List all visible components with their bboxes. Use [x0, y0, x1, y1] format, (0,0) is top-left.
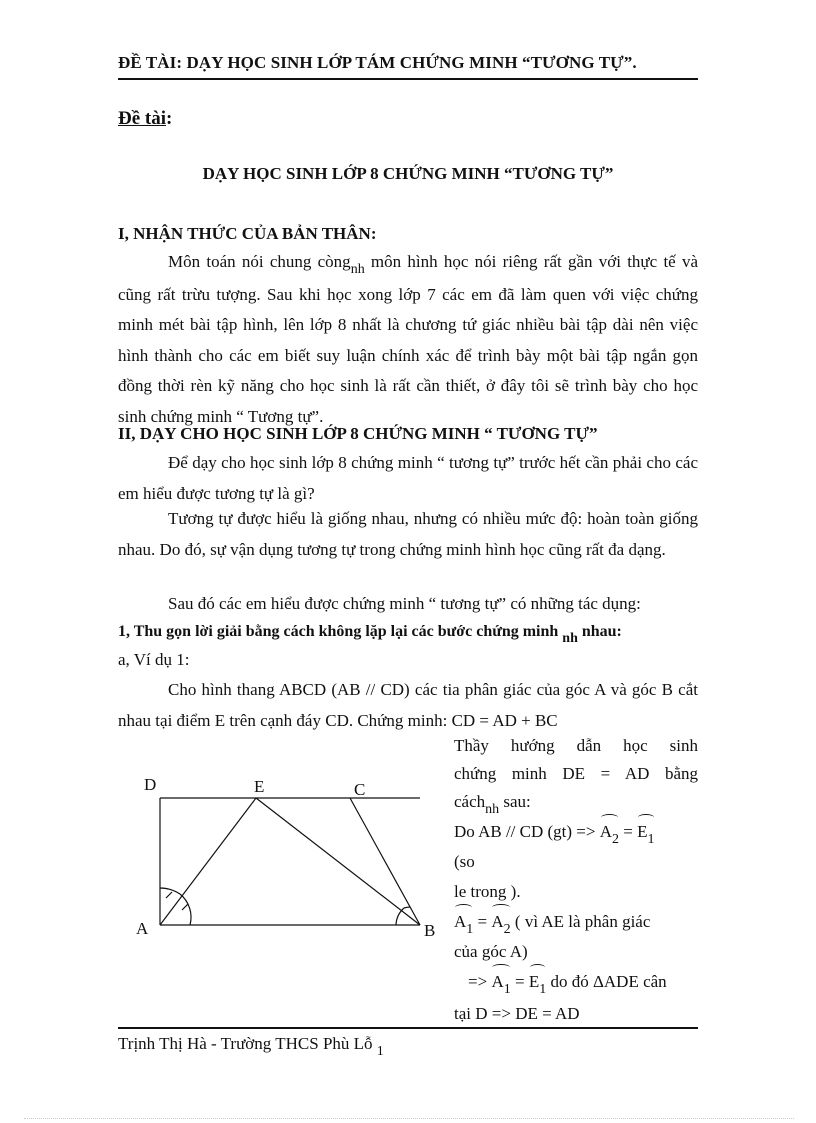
angle-e1b: [529, 968, 546, 998]
solution-line-6: le trong ).: [454, 882, 521, 901]
label-e: E: [254, 777, 265, 796]
topic-label-text: Đề tài: [118, 108, 167, 129]
angle-a1: [454, 908, 473, 938]
s-l7-a2: A: [491, 912, 504, 931]
topic-colon: :: [166, 108, 173, 129]
sub-heading-1: [118, 623, 622, 646]
solution-line-8: của góc A): [454, 942, 528, 961]
sub-heading-after: nhau:: [577, 623, 622, 640]
section-2-paragraph-1: Để dạy cho học sinh lớp 8 chứng minh “ tương tự” trước hết cần phải cho các em hiểu được tương tự là gì?: [118, 453, 698, 503]
document-title: DẠY HỌC SINH LỚP 8 CHỨNG MINH “TƯƠNG TỰ”: [202, 164, 614, 183]
label-d: D: [144, 775, 157, 794]
running-header: ĐỀ TÀI: DẠY HỌC SINH LỚP TÁM CHỨNG MINH “TƯƠNG TỰ”.: [118, 53, 637, 72]
s-l3-sub: nh: [485, 802, 500, 817]
s-l4-a: A: [599, 822, 613, 841]
footer: [118, 1034, 384, 1059]
s-l9-eq: =: [510, 972, 529, 991]
section-2-heading: II, DẠY CHO HỌC SINH LỚP 8 CHỨNG MINH “ TƯƠNG TỰ”: [118, 424, 598, 443]
s-l4-e: E: [637, 822, 648, 841]
angle-a2: [600, 818, 619, 848]
footer-rule: [118, 1027, 698, 1029]
label-c: C: [354, 780, 366, 799]
s-l9-a: A: [491, 972, 504, 991]
angle-a1b: [491, 968, 510, 998]
s1-p1-after: môn hình học nói riêng rất gần với thực tế và cũng rất trừu tượng. Sau khi học xong lớp 7 các em đã làm quen với việc chứng minh mét bài tập hình, lên lớp 8 nhất là chương tứ giác nhiều bài tập dài nên việc hình thành cho các em biết suy luận chính xác để trình bày một bài tập ngắn gọn đồng thời rèn kỹ năng cho học sinh là rất cần thiết, ở đây tôi sẽ trình bày cho học sinh chứng minh “ Tương tự”.: [118, 252, 698, 426]
s-l9-a-sub: 1: [503, 982, 511, 997]
solution-line-1: Thầy hướng dẫn học sinh: [454, 736, 698, 755]
section-2-paragraph-3: Sau đó các em hiểu được chứng minh “ tương tự” có những tác dụng:: [168, 594, 641, 613]
topic-label: [118, 108, 172, 130]
segment-ae: [160, 798, 256, 925]
angle-e1: [637, 818, 654, 848]
s1-p1-sub: nh: [350, 262, 365, 277]
s-l4-a-sub: 2: [612, 832, 620, 847]
s1-p1-before: Môn toán nói chung còng: [168, 252, 351, 271]
page-edge: [24, 1118, 794, 1119]
tick-a: [166, 892, 172, 898]
s-l7-a2-sub: 2: [503, 922, 511, 937]
s-l4-before: Do AB // CD (gt) =>: [454, 822, 596, 841]
trapezoid-figure: [128, 770, 448, 950]
segment-eb: [256, 798, 420, 925]
solution-line-10: tại D => DE = AD: [454, 1004, 580, 1023]
solution-line-2: chứng minh DE = AD bằng: [454, 764, 698, 783]
solution-line-7: [454, 908, 698, 938]
angle-mark-b2: [404, 907, 410, 908]
page-number: 1: [376, 1044, 384, 1059]
sub-heading-before: 1, Thu gọn lời giải bằng cách không lặp lại các bước chứng minh: [118, 623, 559, 640]
s-l4-eq: =: [619, 822, 638, 841]
angle-mark-b: [396, 908, 404, 925]
solution-line-9: [454, 968, 698, 998]
solution-line-5: (so: [454, 852, 475, 871]
s-l4-e-sub: 1: [647, 832, 655, 847]
angle-a2b: [491, 908, 510, 938]
header-rule: [118, 78, 698, 80]
sub-heading-sub: nh: [562, 631, 578, 646]
s-l7-a1-sub: 1: [466, 922, 474, 937]
label-a: A: [136, 919, 149, 938]
segment-cb: [350, 798, 420, 925]
solution-line-3: [454, 788, 698, 818]
s-l3-after: sau:: [499, 792, 531, 811]
section-1-heading: I, NHẬN THỨC CỦA BẢN THÂN:: [118, 224, 377, 243]
example-label: a, Ví dụ 1:: [118, 650, 190, 669]
s-l7-eq: =: [473, 912, 492, 931]
s-l7-a1: A: [454, 912, 467, 931]
solution-line-4: [454, 818, 698, 848]
s-l3-before: cách: [454, 792, 486, 811]
footer-text: Trịnh Thị Hà - Trường THCS Phù Lỗ: [118, 1034, 373, 1053]
s-l9-before: =>: [468, 972, 492, 991]
problem-statement: Cho hình thang ABCD (AB // CD) các tia phân giác của góc A và góc B cắt nhau tại điểm E trên cạnh đáy CD. Chứng minh: CD = AD + BC: [118, 680, 698, 730]
s-l9-e-sub: 1: [539, 982, 547, 997]
s-l9-after: do đó ΔADE cân: [546, 972, 667, 991]
angle-mark-a2: [160, 888, 180, 894]
s-l9-e: E: [528, 972, 540, 991]
section-2-paragraph-2: Tương tự được hiểu là giống nhau, nhưng có nhiều mức độ: hoàn toàn giống nhau. Do đó, sự vận dụng tương tự trong chứng minh hình học cũng rất đa dạng.: [118, 509, 698, 559]
solution-column: [454, 732, 698, 1028]
s-l7-after: ( vì AE là phân giác: [510, 912, 651, 931]
section-1-paragraph: [118, 247, 698, 432]
tick-a2: [182, 904, 188, 910]
label-b: B: [424, 921, 436, 940]
